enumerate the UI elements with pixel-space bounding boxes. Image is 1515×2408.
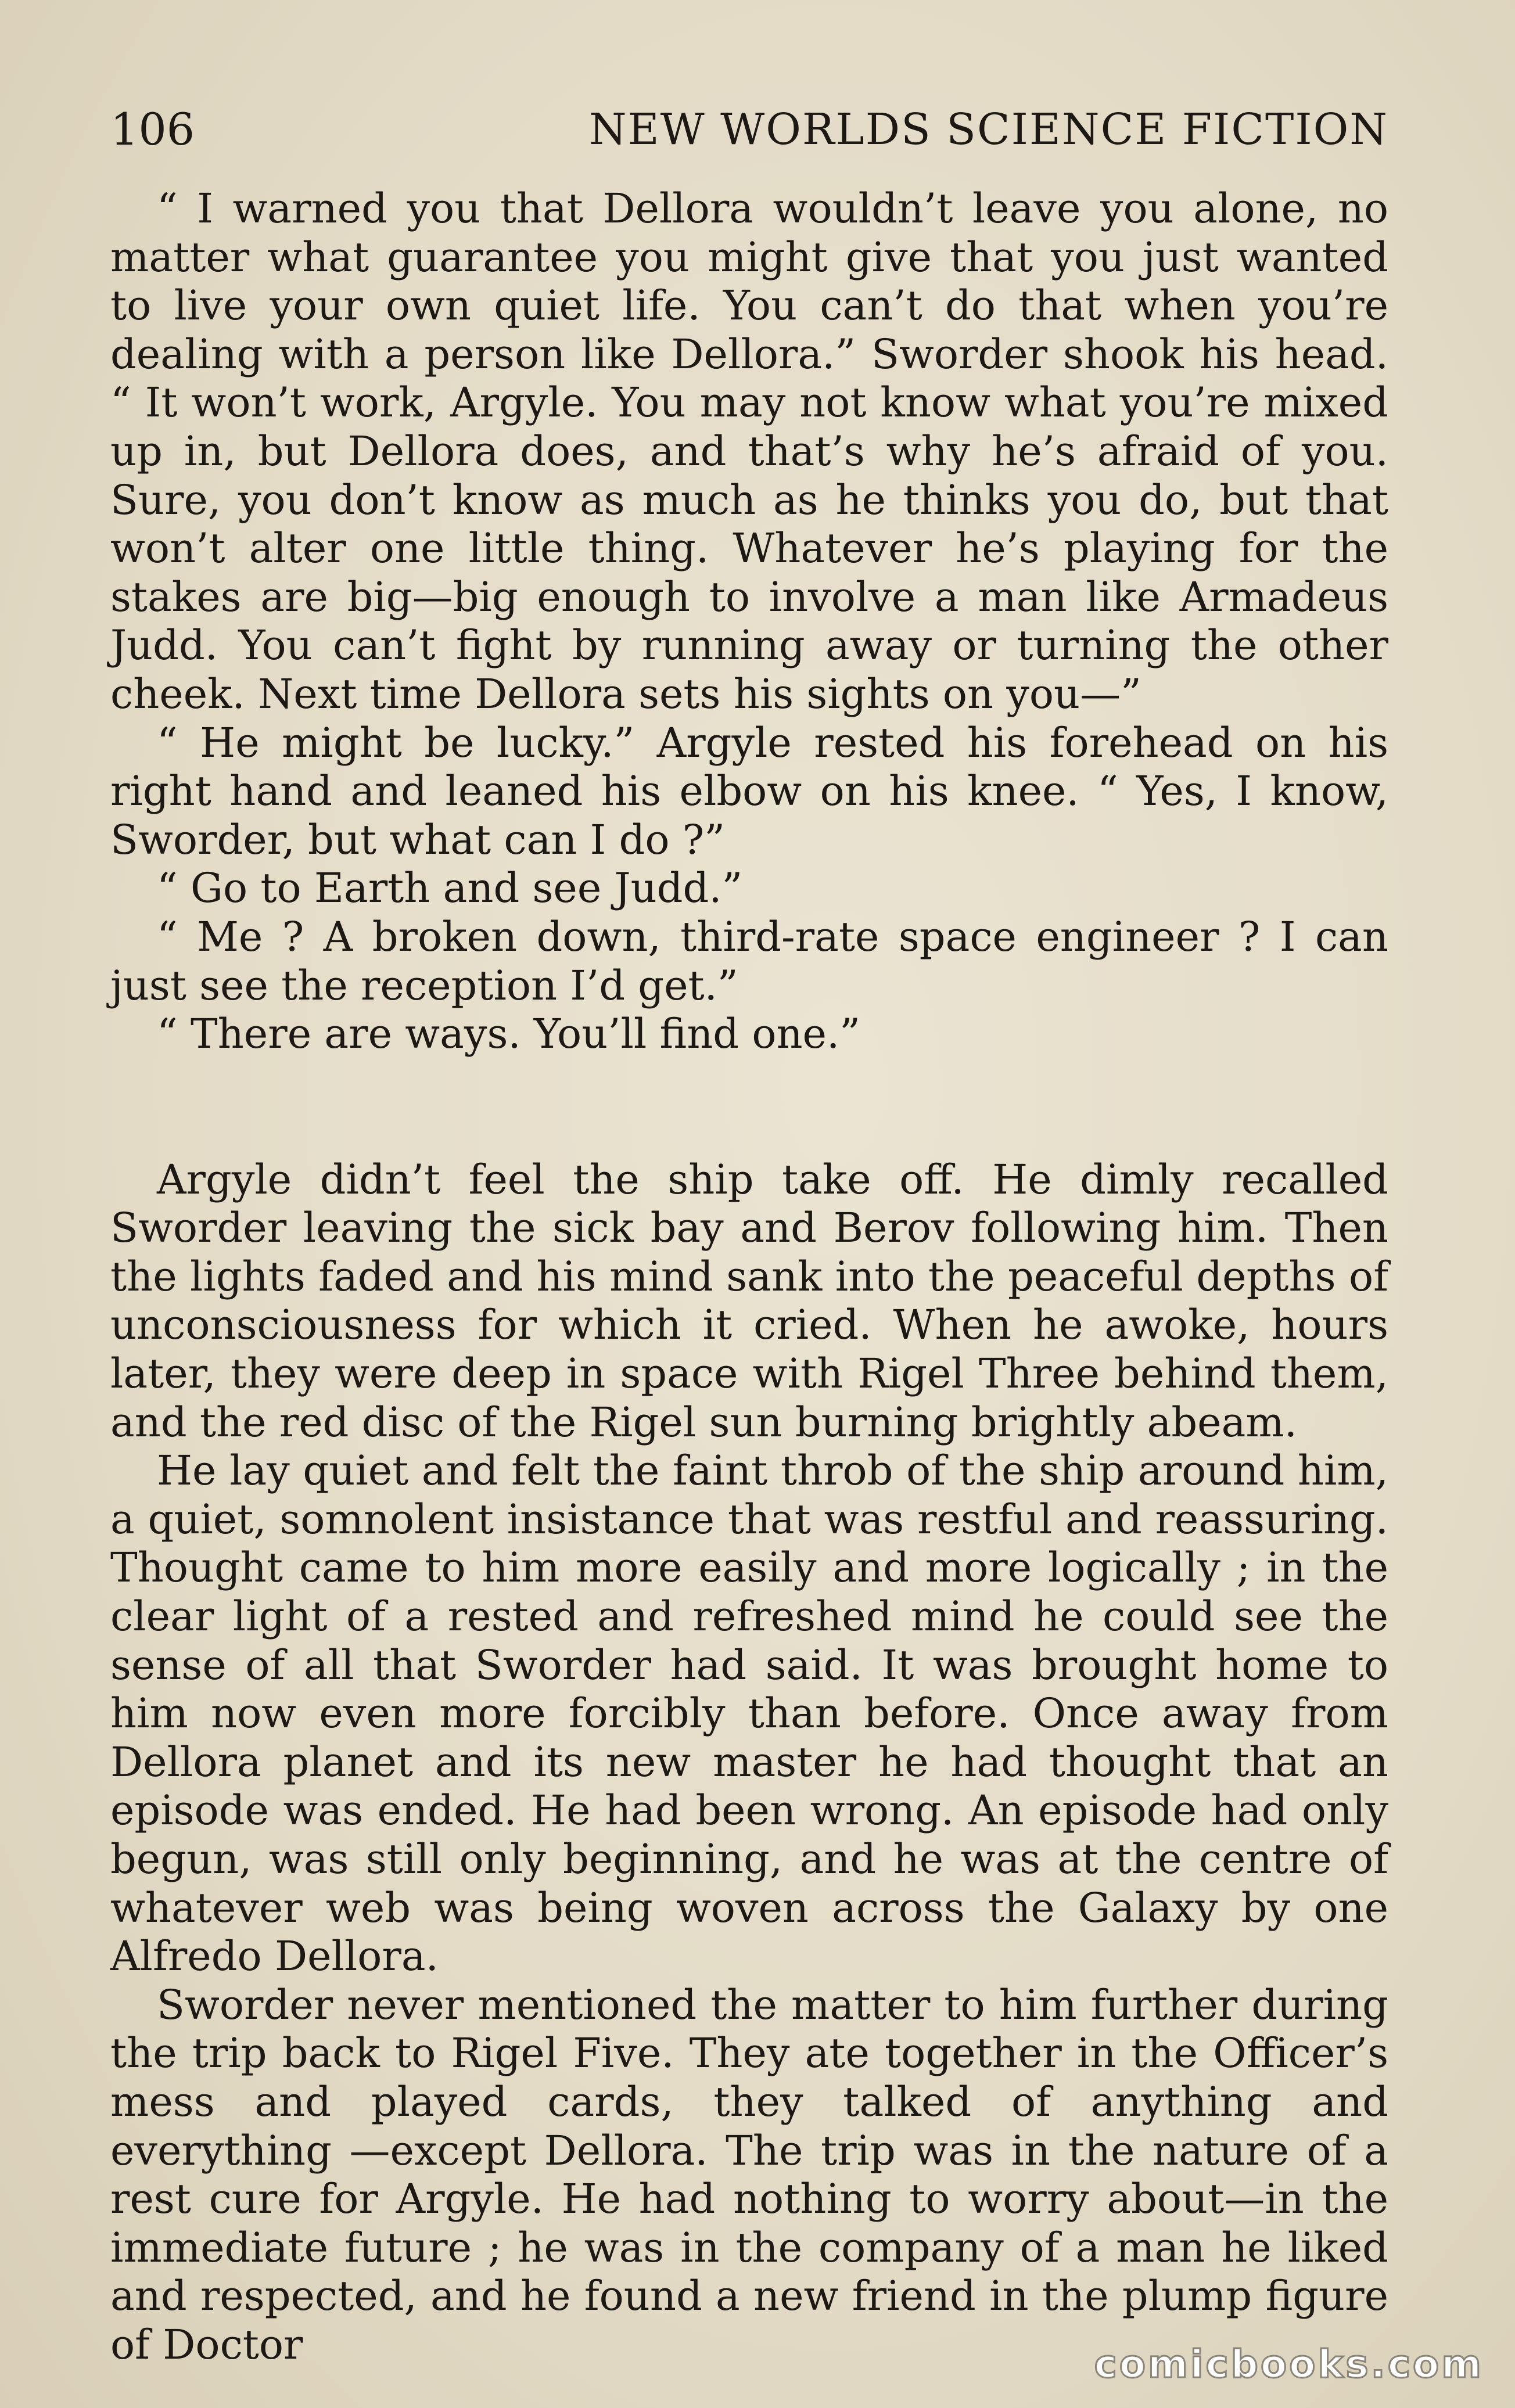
paragraph: “ I warned you that Dellora wouldn’t leave you alone, no matter what guarantee you might give that you just wanted to live your own quiet life. You can’t do that when you’re dealing with a person like Dellora.” Sworder shook his head. “ It won’t work, Argyle. You may not know what you’re mixed up in, but Dellora does, and that’s why he’s afraid of you. Sure, you don’t know as much as he thinks you do, but that won’t alter one little thing. Whatever he’s playing for the stakes are big—big enough to involve a man like Armadeus Judd. You can’t fight by running away or turning the other cheek. Next time Dellora sets his sights on you—” [110,185,1388,718]
section-break [110,1059,1388,1156]
paragraph: Sworder never mentioned the matter to him further during the trip back to Rigel Five. They ate together in the Officer’s mess and played cards, they talked of anything and everything —except Dellora. The trip was in the nature of a rest cure for Argyle. He had nothing to worry about—in the immediate future ; he was in the company of a man he liked and respected, and he found a new friend in the plump figure of Doctor [110,1981,1388,2369]
watermark: comicbooks.com [1094,2342,1484,2387]
paragraph: “ Go to Earth and see Judd.” [157,864,743,912]
paragraph: Argyle didn’t feel the ship take off. He dimly recalled Sworder leaving the sick bay and Berov following him. Then the lights faded and his mind sank into the peaceful depths of unconsciousness for which it cried. When he awoke, hours later, they were deep in space with Rigel Three behind them, and the red disc of the Rigel sun burning brightly abeam. [110,1155,1388,1446]
page-header [110,98,1388,161]
paragraph: “ Me ? A broken down, third-rate space engineer ? I can just see the reception I’d get.” [110,912,1388,1009]
paragraph: “ There are ways. You’ll find one.” [157,1010,861,1058]
page-number: 106 [110,103,195,155]
body-text [110,185,1388,2370]
paragraph: “ He might be lucky.” Argyle rested his forehead on his right hand and leaned his elbow on his knee. “ Yes, I know, Sworder, but what can I do ?” [110,718,1388,864]
running-title: NEW WORLDS SCIENCE FICTION [588,105,1388,154]
paragraph: He lay quiet and felt the faint throb of the ship around him, a quiet, somnolent insistance that was restful and reassuring. Thought came to him more easily and more logically ; in the clear light of a rested and refreshed mind he could see the sense of all that Sworder had said. It was brought home to him now even more forcibly than before. Once away from Dellora planet and its new master he had thought that an episode was ended. He had been wrong. An episode had only begun, was still only beginning, and he was at the centre of whatever web was being woven across the Galaxy by one Alfredo Dellora. [110,1447,1388,1981]
